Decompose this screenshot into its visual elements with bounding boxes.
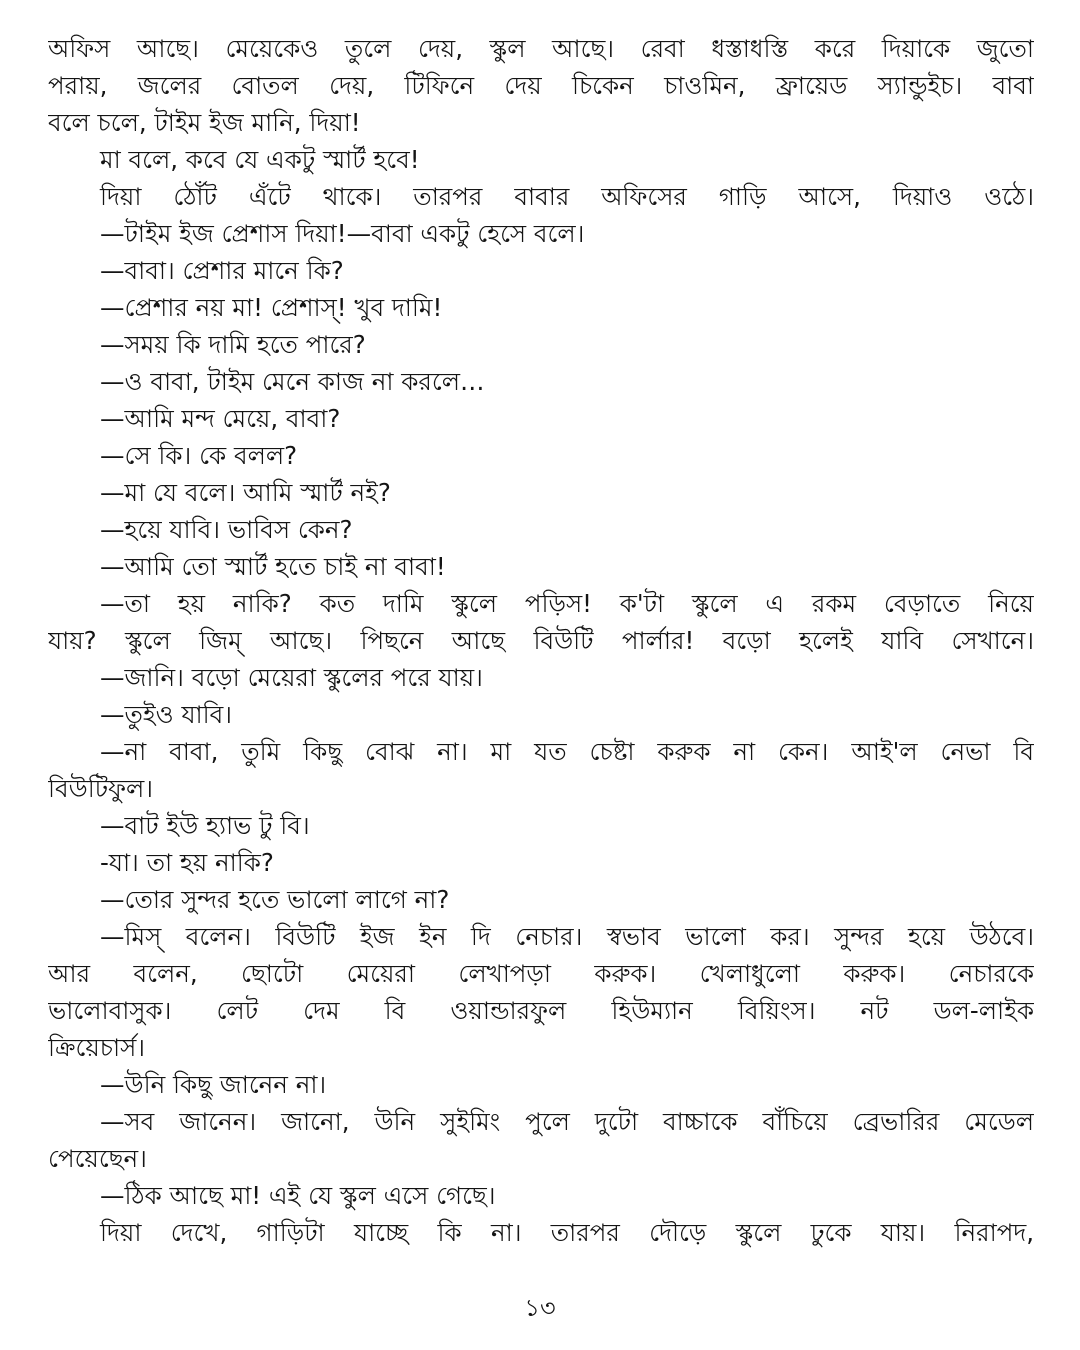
- text-line: —সময় কি দামি হতে পারে?: [100, 330, 366, 359]
- text-line: —জানি। বড়ো মেয়েরা স্কুলের পরে যায়।: [100, 663, 483, 692]
- text-line: পরায়, জলের বোতল দেয়, টিফিনে দেয় চিকেন চাওমিন, ফ্রায়েড স্যান্ডুইচ। বাবা: [48, 71, 1034, 100]
- text-line: —তুইও যাবি।: [100, 700, 233, 729]
- body-text: [48, 30, 1034, 1251]
- text-line: ক্রিয়েচার্স।: [48, 1033, 146, 1062]
- text-line: —ঠিক আছে মা! এই যে স্কুল এসে গেছে।: [100, 1181, 496, 1210]
- text-line: —আমি মন্দ মেয়ে, বাবা?: [100, 404, 341, 433]
- text-line: ভালোবাসুক। লেট দেম বি ওয়ান্ডারফুল হিউম্যান বিয়িংস। নট ডল-লাইক: [48, 996, 1034, 1025]
- text-line: অফিস আছে। মেয়েকেও তুলে দেয়, স্কুল আছে। রেবা ধস্তাধস্তি করে দিয়াকে জুতো: [48, 34, 1034, 63]
- text-line: আর বলেন, ছোটো মেয়েরা লেখাপড়া করুক। খেলাধুলো করুক। নেচারকে: [48, 959, 1034, 988]
- text-line: —ও বাবা, টাইম মেনে কাজ না করলে…: [100, 367, 485, 396]
- text-line: দিয়া দেখে, গাড়িটা যাচ্ছে কি না। তারপর দৌড়ে স্কুলে ঢুকে যায়। নিরাপদ,: [100, 1218, 1034, 1247]
- text-line: —বাবা। প্রেশার মানে কি?: [100, 256, 344, 285]
- text-line: -যা। তা হয় নাকি?: [100, 848, 274, 877]
- text-line: মা বলে, কবে যে একটু স্মার্ট হবে!: [100, 145, 420, 174]
- text-line: —বাট ইউ হ্যাভ টু বি।: [100, 811, 310, 840]
- text-line: —টাইম ইজ প্রেশাস দিয়া!—বাবা একটু হেসে বলে।: [100, 219, 585, 248]
- text-line: বিউটিফুল।: [48, 774, 154, 803]
- text-line: —মা যে বলে। আমি স্মার্ট নই?: [100, 478, 391, 507]
- text-line: —না বাবা, তুমি কিছু বোঝ না। মা যত চেষ্টা করুক না কেন। আই'ল নেভা বি: [100, 737, 1034, 766]
- text-line: —তা হয় নাকি? কত দামি স্কুলে পড়িস! ক'টা স্কুলে এ রকম বেড়াতে নিয়ে: [100, 589, 1034, 618]
- text-line: —প্রেশার নয় মা! প্রেশাস্! খুব দামি!: [100, 293, 443, 322]
- page-number: ১৩: [524, 1294, 556, 1322]
- text-line: —তোর সুন্দর হতে ভালো লাগে না?: [100, 885, 450, 914]
- text-line: যায়? স্কুলে জিম্ আছে। পিছনে আছে বিউটি পার্লার! বড়ো হলেই যাবি সেখানে।: [48, 626, 1034, 655]
- text-line: —উনি কিছু জানেন না।: [100, 1070, 327, 1099]
- text-line: দিয়া ঠোঁট এঁটে থাকে। তারপর বাবার অফিসের গাড়ি আসে, দিয়াও ওঠে।: [100, 182, 1034, 211]
- text-line: —সব জানেন। জানো, উনি সুইমিং পুলে দুটো বাচ্চাকে বাঁচিয়ে ব্রেভারির মেডেল: [100, 1107, 1034, 1136]
- text-line: বলে চলে, টাইম ইজ মানি, দিয়া!: [48, 108, 361, 137]
- text-line: —সে কি। কে বলল?: [100, 441, 298, 470]
- text-line: —আমি তো স্মার্ট হতে চাই না বাবা!: [100, 552, 446, 581]
- text-line: —মিস্ বলেন। বিউটি ইজ ইন দি নেচার। স্বভাব ভালো কর। সুন্দর হয়ে উঠবে।: [100, 922, 1034, 951]
- text-line: —হয়ে যাবি। ভাবিস কেন?: [100, 515, 353, 544]
- text-line: পেয়েছেন।: [48, 1144, 147, 1173]
